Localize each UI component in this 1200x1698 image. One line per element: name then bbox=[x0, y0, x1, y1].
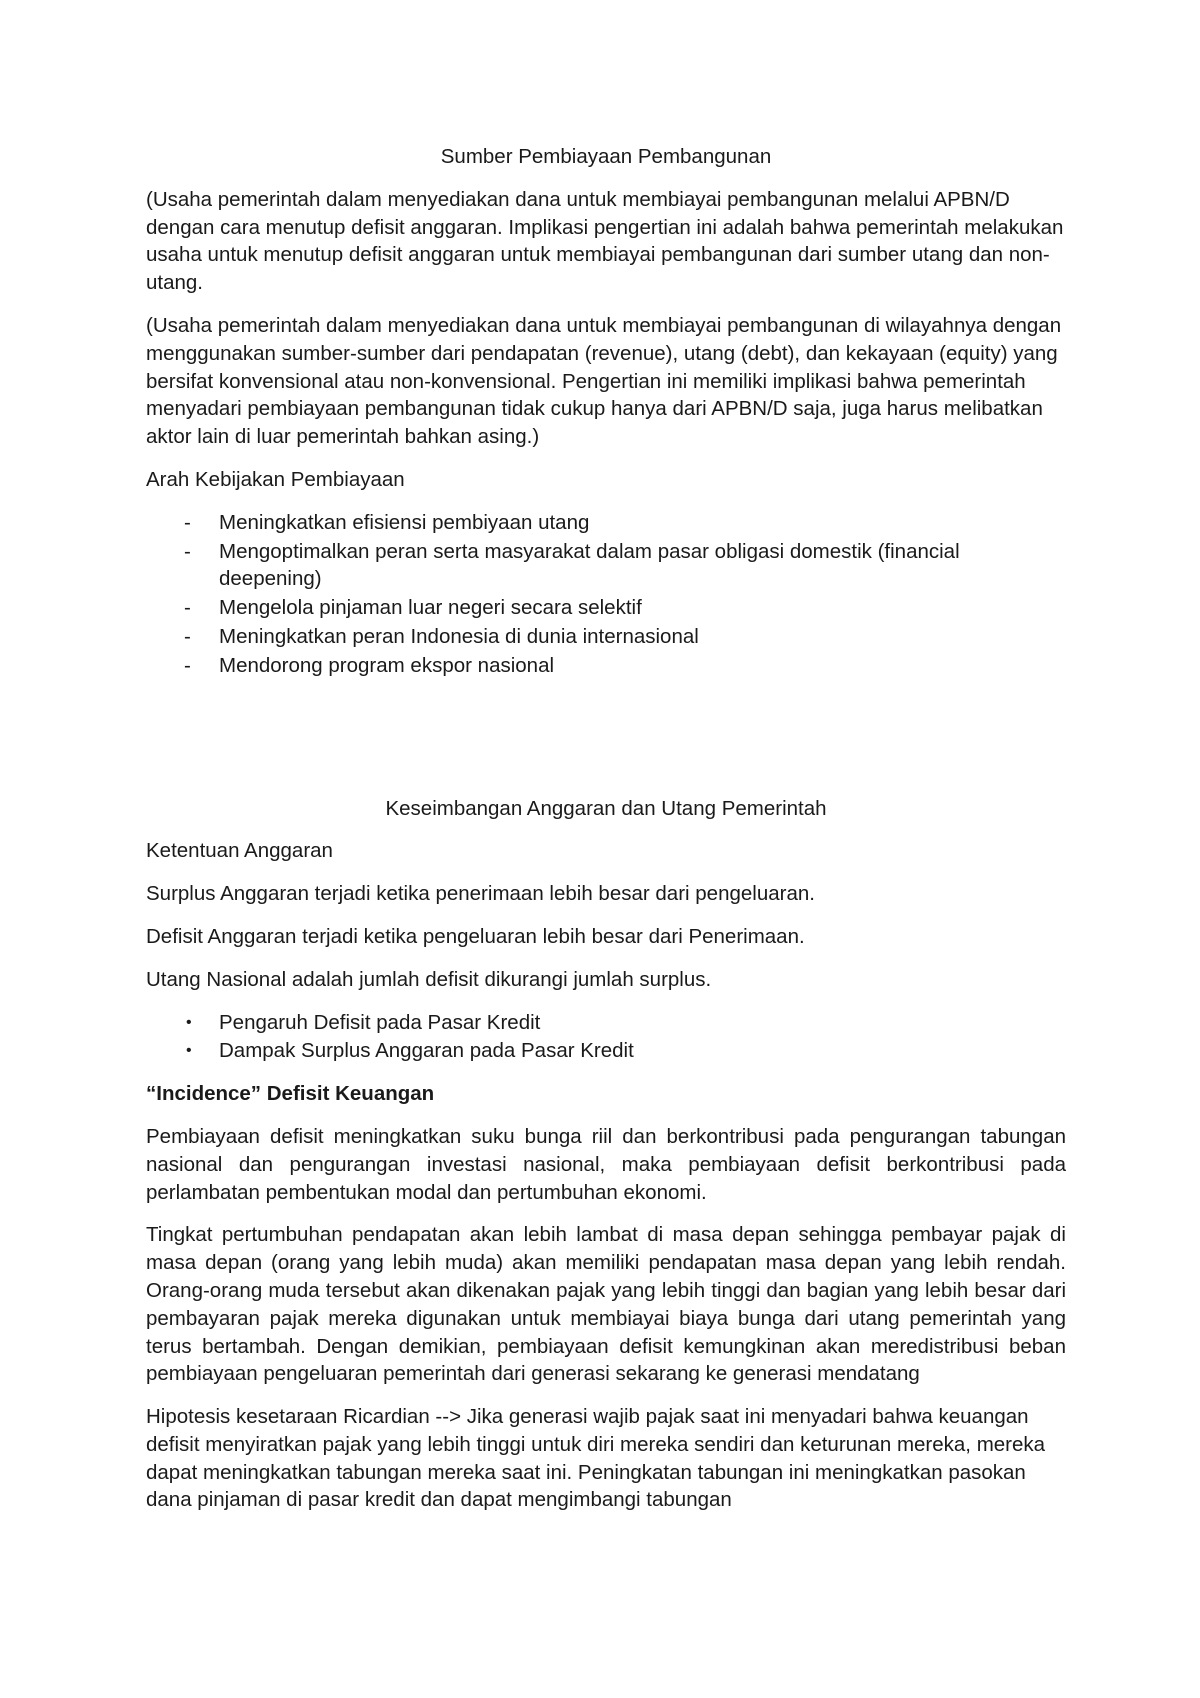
document-body bbox=[146, 143, 1066, 1529]
paragraph-definition-2: (Usaha pemerintah dalam menyediakan dana untuk membiayai pembangunan di wilayahnya dengan menggunakan sumber-sumber dari pendapatan (revenue), utang (debt), dan kekayaan (equity) yang bersifat konvensional atau non-konvensional. Pengertian ini memiliki implikasi bahwa pemerintah menyadari pembiayaan pembangunan tidak cukup hanya dari APBN/D saja, juga harus melibatkan aktor lain di luar pemerintah bahkan asing.) bbox=[146, 313, 1062, 449]
dash-marker: - bbox=[184, 596, 191, 620]
credit-market-list bbox=[146, 1009, 1066, 1066]
list-item-text: Meningkatkan efisiensi pembiyaan utang bbox=[219, 510, 590, 534]
dash-marker: - bbox=[184, 510, 191, 534]
list-item bbox=[146, 623, 1066, 651]
list-item-text: Dampak Surplus Anggaran pada Pasar Kredit bbox=[219, 1039, 634, 1063]
heading-incidence: “Incidence” Defisit Keuangan bbox=[146, 1082, 435, 1106]
heading-arah-kebijakan: Arah Kebijakan Pembiayaan bbox=[146, 467, 405, 491]
list-item-text: Mengoptimalkan peran serta masyarakat dalam pasar obligasi domestik (financial deepening) bbox=[219, 539, 960, 591]
section-title-keseimbangan: Keseimbangan Anggaran dan Utang Pemerintah bbox=[385, 796, 827, 820]
list-item bbox=[146, 1037, 1066, 1065]
list-item-text: Mengelola pinjaman luar negeri secara selektif bbox=[219, 596, 642, 620]
list-item-text: Meningkatkan peran Indonesia di dunia internasional bbox=[219, 624, 699, 648]
paragraph-utang-nasional: Utang Nasional adalah jumlah defisit dikurangi jumlah surplus. bbox=[146, 967, 712, 991]
dash-marker: - bbox=[184, 653, 191, 677]
list-item-text: Pengaruh Defisit pada Pasar Kredit bbox=[219, 1010, 541, 1034]
paragraph-defisit: Defisit Anggaran terjadi ketika pengeluaran lebih besar dari Penerimaan. bbox=[146, 924, 805, 948]
policy-list bbox=[146, 509, 1066, 680]
dash-marker: - bbox=[184, 624, 191, 648]
dash-marker: - bbox=[184, 539, 191, 563]
section-title-sumber-pembiayaan: Sumber Pembiayaan Pembangunan bbox=[440, 145, 772, 168]
bullet-marker: • bbox=[186, 1013, 192, 1031]
list-item bbox=[146, 1009, 1066, 1037]
heading-ketentuan-anggaran: Ketentuan Anggaran bbox=[146, 839, 333, 863]
paragraph-definition-1: (Usaha pemerintah dalam menyediakan dana untuk membiayai pembangunan melalui APBN/D dengan cara menutup defisit anggaran. Implikasi pengertian ini adalah bahwa pemerintah melakukan usaha untuk menutup defisit anggaran untuk membiayai pembangunan dari sumber utang dan non-utang. bbox=[146, 187, 1064, 295]
list-item bbox=[146, 652, 1066, 680]
paragraph-incidence-2: Tingkat pertumbuhan pendapatan akan lebih lambat di masa depan sehingga pembayar pajak di masa depan (orang yang lebih muda) akan memiliki pendapatan masa depan yang lebih rendah. Orang-orang muda tersebut akan dikenakan pajak yang lebih tinggi dan bagian yang lebih besar dari pembayaran pajak mereka digunakan untuk membiayai biaya bunga dari utang pemerintah yang terus bertambah. Dengan demikian, pembiayaan defisit kemungkinan akan meredistribusi beban pembiayaan pengeluaran pemerintah dari generasi sekarang ke generasi mendatang bbox=[146, 1223, 1066, 1386]
vertical-spacer bbox=[146, 695, 1066, 795]
list-item bbox=[146, 538, 1066, 594]
list-item-text: Mendorong program ekspor nasional bbox=[219, 653, 555, 677]
paragraph-surplus: Surplus Anggaran terjadi ketika penerimaan lebih besar dari pengeluaran. bbox=[146, 882, 815, 906]
paragraph-incidence-1: Pembiayaan defisit meningkatkan suku bunga riil dan berkontribusi pada pengurangan tabungan nasional dan pengurangan investasi nasional, maka pembiayaan defisit berkontribusi pada perlambatan pembentukan modal dan pertumbuhan ekonomi. bbox=[146, 1124, 1066, 1204]
list-item bbox=[146, 594, 1066, 622]
list-item bbox=[146, 509, 1066, 537]
bullet-marker: • bbox=[186, 1042, 192, 1060]
paragraph-ricardian: Hipotesis kesetaraan Ricardian --> Jika generasi wajib pajak saat ini menyadari bahwa keuangan defisit menyiratkan pajak yang lebih tinggi untuk diri mereka sendiri dan keturunan mereka, mereka dapat meningkatkan tabungan mereka saat ini. Peningkatan tabungan ini meningkatkan pasokan dana pinjaman di pasar kredit dan dapat mengimbangi tabungan bbox=[146, 1405, 1046, 1512]
